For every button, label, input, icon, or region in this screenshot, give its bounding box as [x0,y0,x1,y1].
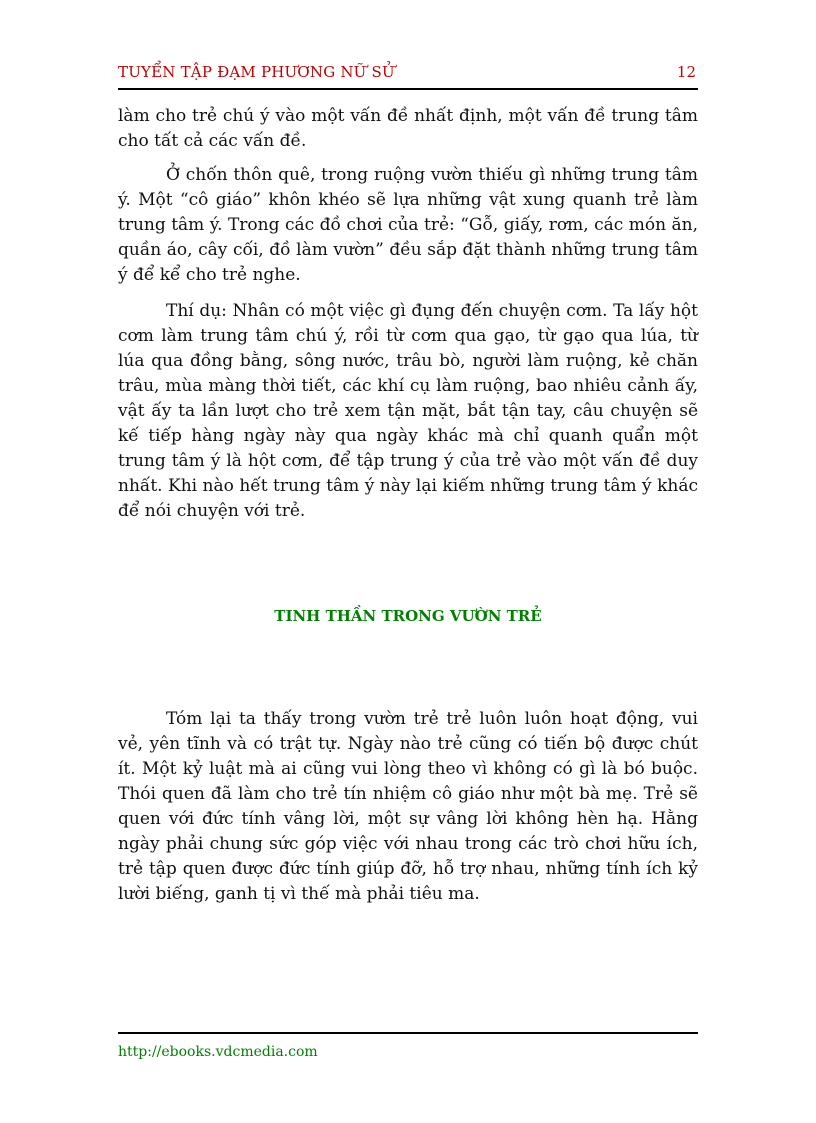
paragraph-conclusion: Tóm lại ta thấy trong vườn trẻ trẻ luôn luôn hoạt động, vui vẻ, yên tĩnh và có trật tự. Ngày nào trẻ cũng có tiến bộ được chút ít. Một kỷ luật mà ai cũng vui lòng theo vì không có gì là bó buộc. Thói quen đã làm cho trẻ tín nhiệm cô giáo như một bà mẹ. Trẻ sẽ quen với đức tính vâng lời, một sự vâng lời không hèn hạ. Hằng ngày phải chung sức góp việc với nhau trong các trò chơi hữu ích, trẻ tập quen được đức tính giúp đỡ, hỗ trợ nhau, những tính ích kỷ lười biếng, ganh tị vì thế mà phải tiêu ma. [118,709,698,904]
footer-divider [118,1032,698,1034]
book-title: TUYỂN TẬP ĐẠM PHƯƠNG NỮ SỬ [118,63,395,81]
paragraph-countryside: Ở chốn thôn quê, trong ruộng vườn thiếu gì những trung tâm ý. Một “cô giáo” khôn khéo sẽ lựa những vật xung quanh trẻ làm trung tâm ý. Trong các đồ chơi của trẻ: “Gỗ, giấy, rơm, các món ăn, quần áo, cây cối, đồ làm vườn” đều sắp đặt thành những trung tâm ý để kể cho trẻ nghe. [118,165,698,285]
paragraph-example: Thí dụ: Nhân có một việc gì đụng đến chuyện cơm. Ta lấy hột cơm làm trung tâm chú ý, rồi từ cơm qua gạo, từ gạo qua lúa, từ lúa qua đồng bằng, sông nước, trâu bò, người làm ruộng, kẻ chăn trâu, mùa màng thời tiết, các khí cụ làm ruộng, bao nhiêu cảnh ấy, vật ấy ta lần lượt cho trẻ xem tận mặt, bắt tận tay, câu chuyện sẽ kế tiếp hàng ngày này qua ngày khác mà chỉ quanh quẩn một trung tâm ý là hột cơm, để tập trung ý của trẻ vào một vấn đề duy nhất. Khi nào hết trung tâm ý này lại kiếm những trung tâm ý khác để nói chuyện với trẻ. [118,301,698,521]
paragraph-continuation: làm cho trẻ chú ý vào một vấn đề nhất định, một vấn đề trung tâm cho tất cả các vấn đề. [118,106,698,151]
section-title: TINH THẦN TRONG VƯỜN TRẺ [274,607,542,625]
page-header [118,60,698,90]
page-number: 12 [676,63,696,81]
footer-link[interactable]: http://ebooks.vdcmedia.com [118,1044,318,1060]
